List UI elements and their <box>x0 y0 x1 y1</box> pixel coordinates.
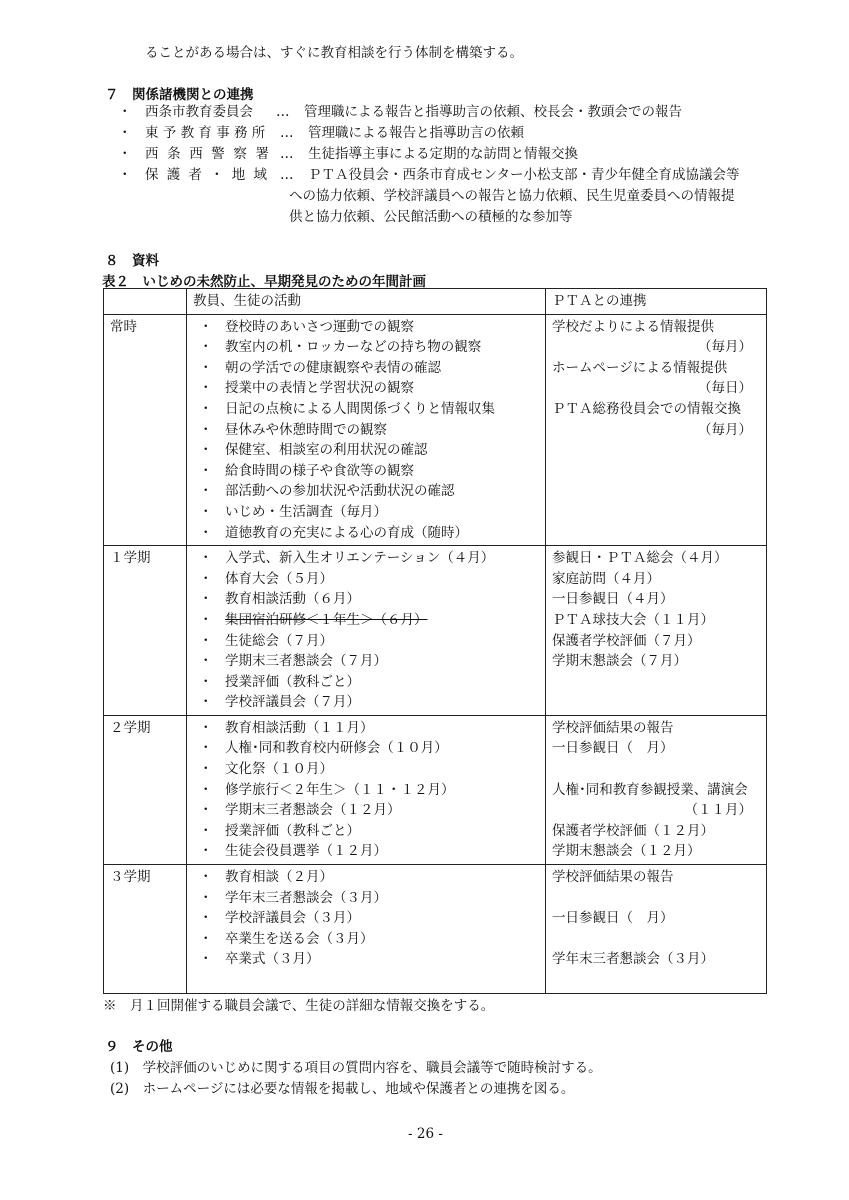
header-pta: ＰＴＡとの連携 <box>546 289 767 315</box>
activity-item <box>193 337 539 358</box>
activity-text: 学校評議員会（３月） <box>225 910 360 927</box>
bullet: ・ <box>199 843 213 860</box>
section8-heading: ８ 資料 <box>105 253 159 269</box>
pta-item: 一日参観日（４月） <box>552 591 674 608</box>
pta-item: 一日参観日（ 月） <box>552 910 674 927</box>
pta-item: 学期末懇談会（１２月） <box>552 843 701 860</box>
activity-text: 学期末三者懇談会（１２月） <box>225 802 401 819</box>
activity-item <box>193 523 539 544</box>
activity-item <box>193 800 539 821</box>
activity-text: 教室内の机・ロッカーなどの持ち物の観察 <box>225 339 482 356</box>
activity-item <box>193 718 539 739</box>
separator: … <box>280 125 294 141</box>
pta-item: 保護者学校評価（１２月） <box>552 822 714 839</box>
bullet: ・ <box>118 125 132 141</box>
bullet: ・ <box>199 910 213 927</box>
bullet: ・ <box>199 611 213 628</box>
activity-item <box>193 821 539 842</box>
pta-cell <box>546 715 767 864</box>
pta-cell <box>546 865 767 994</box>
bullet: ・ <box>199 740 213 757</box>
activity-item <box>193 481 539 502</box>
pta-item: 人権･同和教育参観授業、講演会 <box>552 781 748 798</box>
activity-item <box>193 378 539 399</box>
activity-item <box>193 317 539 338</box>
activity-text: いじめ・生活調査（毎月） <box>225 503 387 520</box>
bullet: ・ <box>199 591 213 608</box>
activity-item <box>193 502 539 523</box>
bullet: ・ <box>199 503 213 520</box>
bullet: ・ <box>199 318 213 335</box>
activity-item <box>193 929 539 950</box>
activity-item <box>193 738 539 759</box>
item-text: ＰＴＡ役員会・西条市育成センター小松支部・青少年健全育成協議会等 <box>308 167 740 183</box>
activity-text: 人権･同和教育校内研修会（１０月） <box>225 740 448 757</box>
activity-text: 日記の点検による人間関係づくりと情報収集 <box>225 400 495 417</box>
item-text: 管理職による報告と指導助言の依頼 <box>308 125 524 141</box>
activity-item <box>193 672 539 693</box>
bullet: ・ <box>199 951 213 968</box>
activity-item <box>193 358 539 379</box>
pta-item: 参観日・ＰＴＡ総会（４月） <box>552 550 728 567</box>
activity-text: 学期末三者懇談会（７月） <box>225 653 387 670</box>
activities-cell <box>187 546 546 716</box>
activity-text: 修学旅行＜２年生＞（１１・１２月） <box>225 781 455 798</box>
activity-text: 教育相談（２月） <box>225 869 333 886</box>
activity-text: 保健室、相談室の利用状況の確認 <box>225 442 428 459</box>
bullet: ・ <box>199 869 213 886</box>
activity-item <box>193 692 539 713</box>
activity-text: 集団宿泊研修＜１年生＞（６月） <box>225 611 428 628</box>
pta-item: （毎月） <box>698 339 752 356</box>
table-header-row <box>104 289 767 315</box>
bullet: ・ <box>199 761 213 778</box>
pta-cell <box>546 314 767 546</box>
activity-item <box>193 420 539 441</box>
bullet: ・ <box>118 167 132 183</box>
pta-item: ホームページによる情報提供 <box>552 359 728 376</box>
annual-plan-table <box>103 288 767 994</box>
activities-cell <box>187 715 546 864</box>
bullet: ・ <box>199 442 213 459</box>
header-period <box>104 289 187 315</box>
table-title: 表２ いじめの未然防止、早期発見のための年間計画 <box>102 274 426 290</box>
section9-item: (1) 学校評価のいじめに関する項目の質問内容を、職員会議等で随時検討する。 <box>110 1060 602 1076</box>
activity-item <box>193 548 539 569</box>
activity-text: 授業評価（教科ごと） <box>225 673 360 690</box>
activity-text: 教育相談活動（１１月） <box>225 719 374 736</box>
activity-item <box>193 440 539 461</box>
pta-item <box>552 759 760 780</box>
pta-cell <box>546 546 767 716</box>
bullet: ・ <box>199 673 213 690</box>
pta-item: 学校だよりによる情報提供 <box>552 318 714 335</box>
activity-item <box>193 949 539 970</box>
separator: … <box>276 104 290 120</box>
pta-item: 一日参観日（ 月） <box>552 740 674 757</box>
section9-item: (2) ホームページには必要な情報を掲載し、地域や保護者との連携を図る。 <box>110 1081 575 1097</box>
bullet: ・ <box>199 421 213 438</box>
period-cell: ２学期 <box>104 715 187 864</box>
activity-item <box>193 461 539 482</box>
pta-item: 学期末懇談会（７月） <box>552 653 687 670</box>
bullet: ・ <box>199 653 213 670</box>
activity-text: 部活動への参加状況や活動状況の確認 <box>225 483 455 500</box>
section7-heading: ７ 関係諸機関との連携 <box>105 87 254 103</box>
activity-item <box>193 888 539 909</box>
org-name: 西条西警察署 <box>145 146 278 162</box>
org-name: 保護者・地域 <box>145 167 276 183</box>
pta-item: ＰＴＡ球技大会（１１月） <box>552 611 714 628</box>
pta-item: （毎月） <box>698 421 752 438</box>
bullet: ・ <box>199 462 213 479</box>
activities-cell <box>187 865 546 994</box>
pta-item: 保護者学校評価（７月） <box>552 632 701 649</box>
activity-text: 学年末三者懇談会（３月） <box>225 889 387 906</box>
activity-text: 授業中の表情と学習状況の観察 <box>225 380 414 397</box>
continuation-line: への協力依頼、学校評議員への報告と協力依頼、民生児童委員への情報提 <box>289 188 735 204</box>
separator: … <box>280 167 294 183</box>
bullet: ・ <box>199 632 213 649</box>
activity-item <box>193 569 539 590</box>
activity-item <box>193 610 539 631</box>
activity-item <box>193 399 539 420</box>
bullet: ・ <box>118 146 132 162</box>
continuation-line: 供と協力依頼、公民館活動への積極的な参加等 <box>289 209 573 225</box>
activity-text: 学校評議員会（７月） <box>225 694 360 711</box>
pta-item: （１１月） <box>684 802 752 819</box>
bullet: ・ <box>199 802 213 819</box>
pta-item: ＰＴＡ総務役員会での情報交換 <box>552 400 741 417</box>
intro-line: ることがある場合は、すぐに教育相談を行う体制を構築する。 <box>145 45 523 61</box>
table-row <box>104 314 767 546</box>
pta-item <box>552 888 760 909</box>
activity-text: 登校時のあいさつ運動での観察 <box>225 318 414 335</box>
bullet: ・ <box>199 822 213 839</box>
activity-text: 生徒会役員選挙（１２月） <box>225 843 387 860</box>
activity-item <box>193 841 539 862</box>
activity-item <box>193 970 539 991</box>
activity-item <box>193 589 539 610</box>
bullet: ・ <box>199 339 213 356</box>
activity-text: 給食時間の様子や食欲等の観察 <box>225 462 414 479</box>
activity-text: 入学式、新入生オリエンテーション（４月） <box>225 550 495 567</box>
bullet: ・ <box>199 889 213 906</box>
bullet: ・ <box>199 930 213 947</box>
pta-item: 学校評価結果の報告 <box>552 869 674 886</box>
bullet: ・ <box>199 380 213 397</box>
activity-text: 生徒総会（７月） <box>225 632 333 649</box>
activities-cell <box>187 314 546 546</box>
activity-text: 道徳教育の充実による心の育成（随時） <box>225 524 468 541</box>
activity-item <box>193 651 539 672</box>
table-note: ※ 月１回開催する職員会議で、生徒の詳細な情報交換をする。 <box>103 998 495 1014</box>
activity-text: 卒業生を送る会（３月） <box>225 930 374 947</box>
pta-item: （毎日） <box>698 380 752 397</box>
table-row <box>104 546 767 716</box>
bullet: ・ <box>199 570 213 587</box>
bullet: ・ <box>199 781 213 798</box>
activity-text: 朝の学活での健康観察や表情の確認 <box>225 359 441 376</box>
section9-heading: ９ その他 <box>105 1039 173 1055</box>
period-cell: ３学期 <box>104 865 187 994</box>
activity-item <box>193 908 539 929</box>
pta-item <box>552 929 760 950</box>
pta-item: 家庭訪問（４月） <box>552 570 660 587</box>
activity-text: 体育大会（５月） <box>225 570 333 587</box>
activity-item <box>193 780 539 801</box>
activity-item <box>193 759 539 780</box>
period-cell: 常時 <box>104 314 187 546</box>
bullet: ・ <box>199 719 213 736</box>
page-number: - 26 - <box>408 1126 443 1142</box>
pta-item <box>552 970 760 991</box>
pta-item: 学校評価結果の報告 <box>552 719 674 736</box>
period-cell: １学期 <box>104 546 187 716</box>
org-name: 西条市教育委員会 <box>145 104 253 120</box>
header-activities: 教員、生徒の活動 <box>187 289 546 315</box>
bullet: ・ <box>199 550 213 567</box>
bullet: ・ <box>118 104 132 120</box>
activity-text: 文化祭（１０月） <box>225 761 333 778</box>
activity-text: 卒業式（３月） <box>225 951 320 968</box>
bullet: ・ <box>199 524 213 541</box>
activity-item <box>193 631 539 652</box>
bullet: ・ <box>199 483 213 500</box>
bullet: ・ <box>199 359 213 376</box>
table-row <box>104 865 767 994</box>
bullet: ・ <box>199 694 213 711</box>
org-name: 東予教育事務所 <box>145 125 270 141</box>
activity-item <box>193 867 539 888</box>
separator: … <box>280 146 294 162</box>
pta-item: 学年末三者懇談会（３月） <box>552 951 714 968</box>
table-row <box>104 715 767 864</box>
item-text: 生徒指導主事による定期的な訪問と情報交換 <box>308 146 578 162</box>
activity-text: 昼休みや休憩時間での観察 <box>225 421 387 438</box>
bullet: ・ <box>199 400 213 417</box>
activity-text: 教育相談活動（６月） <box>225 591 360 608</box>
item-text: 管理職による報告と指導助言の依頼、校長会・教頭会での報告 <box>304 104 682 120</box>
activity-text: 授業評価（教科ごと） <box>225 822 360 839</box>
